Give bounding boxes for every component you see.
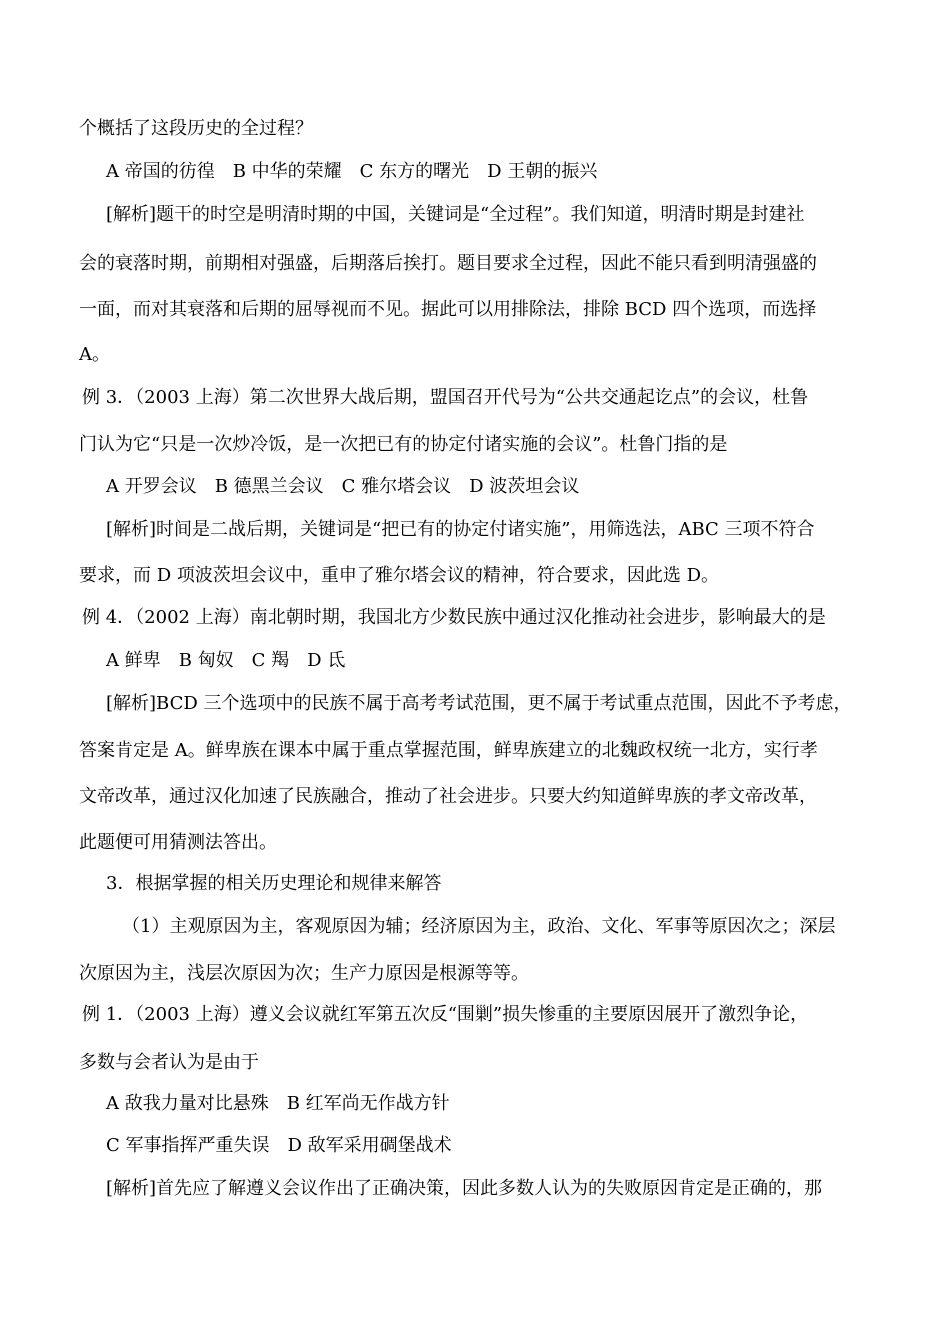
analysis-example-4-line-2: 答案肯定是 A。鲜卑族在课本中属于重点掌握范围，鲜卑族建立的北魏政权统一北方，实行孝 <box>79 740 818 761</box>
principle-1-line-1: （1）主观原因为主，客观原因为辅；经济原因为主，政治、文化、军事等原因次之；深层 <box>122 916 836 937</box>
analysis-example-2-line-2: 会的衰落时期，前期相对强盛，后期落后挨打。题目要求全过程，因此不能只看到明清强盛的 <box>79 253 817 274</box>
example-1-question-line-1: 例 1．（2003 上海）遵义会议就红军第五次反“围剿”损失惨重的主要原因展开了激烈争论， <box>82 1004 809 1025</box>
analysis-example-4-line-3: 文帝改革，通过汉化加速了民族融合，推动了社会进步。只要大约知道鲜卑族的孝文帝改革， <box>79 786 817 807</box>
options-example-2: A 帝国的彷徨 B 中华的荣耀 C 东方的曙光 D 王朝的振兴 <box>106 161 598 182</box>
analysis-example-1-line-1: [解析]首先应了解遵义会议作出了正确决策，因此多数人认为的失败原因肯定是正确的，那 <box>106 1178 823 1199</box>
analysis-example-3-line-1: [解析]时间是二战后期，关键词是“把已有的协定付诸实施”，用筛选法，ABC 三项不符合 <box>106 519 815 540</box>
example-1-question-line-2: 多数与会者认为是由于 <box>79 1052 259 1073</box>
text-line-question-end: 个概括了这段历史的全过程？ <box>79 118 313 139</box>
example-3-question-line-2: 门认为它“只是一次炒冷饭，是一次把已有的协定付诸实施的会议”。杜鲁门指的是 <box>79 434 728 455</box>
example-4-question: 例 4．（2002 上海）南北朝时期，我国北方少数民族中通过汉化推动社会进步，影响最大的是 <box>82 607 826 628</box>
analysis-example-3-line-2: 要求，而 D 项波茨坦会议中，重申了雅尔塔会议的精神，符合要求，因此选 D。 <box>79 565 720 586</box>
analysis-example-2-line-4: A。 <box>79 344 110 365</box>
section-3-heading: 3．根据掌握的相关历史理论和规律来解答 <box>106 873 442 894</box>
analysis-example-4-line-4: 此题便可用猜测法答出。 <box>79 832 277 853</box>
options-example-3: A 开罗会议 B 德黑兰会议 C 雅尔塔会议 D 波茨坦会议 <box>106 476 580 497</box>
example-3-question-line-1: 例 3．（2003 上海）第二次世界大战后期，盟国召开代号为“公共交通起讫点”的会议，杜鲁 <box>82 387 809 408</box>
analysis-example-2-line-3: 一面，而对其衰落和后期的屈辱视而不见。据此可以用排除法，排除 BCD 四个选项，而选择 <box>79 299 817 320</box>
analysis-example-4-line-1: [解析]BCD 三个选项中的民族不属于高考考试范围，更不属于考试重点范围，因此不予考虑， <box>106 693 852 714</box>
options-example-1-row-1: A 敌我力量对比悬殊 B 红军尚无作战方针 <box>106 1093 450 1114</box>
analysis-example-2-line-1: [解析]题干的时空是明清时期的中国，关键词是“全过程”。我们知道，明清时期是封建社 <box>106 204 805 225</box>
principle-1-line-2: 次原因为主，浅层次原因为次；生产力原因是根源等等。 <box>79 963 529 984</box>
options-example-4: A 鲜卑 B 匈奴 C 羯 D 氐 <box>106 650 346 671</box>
options-example-1-row-2: C 军事指挥严重失误 D 敌军采用碉堡战术 <box>106 1135 452 1156</box>
